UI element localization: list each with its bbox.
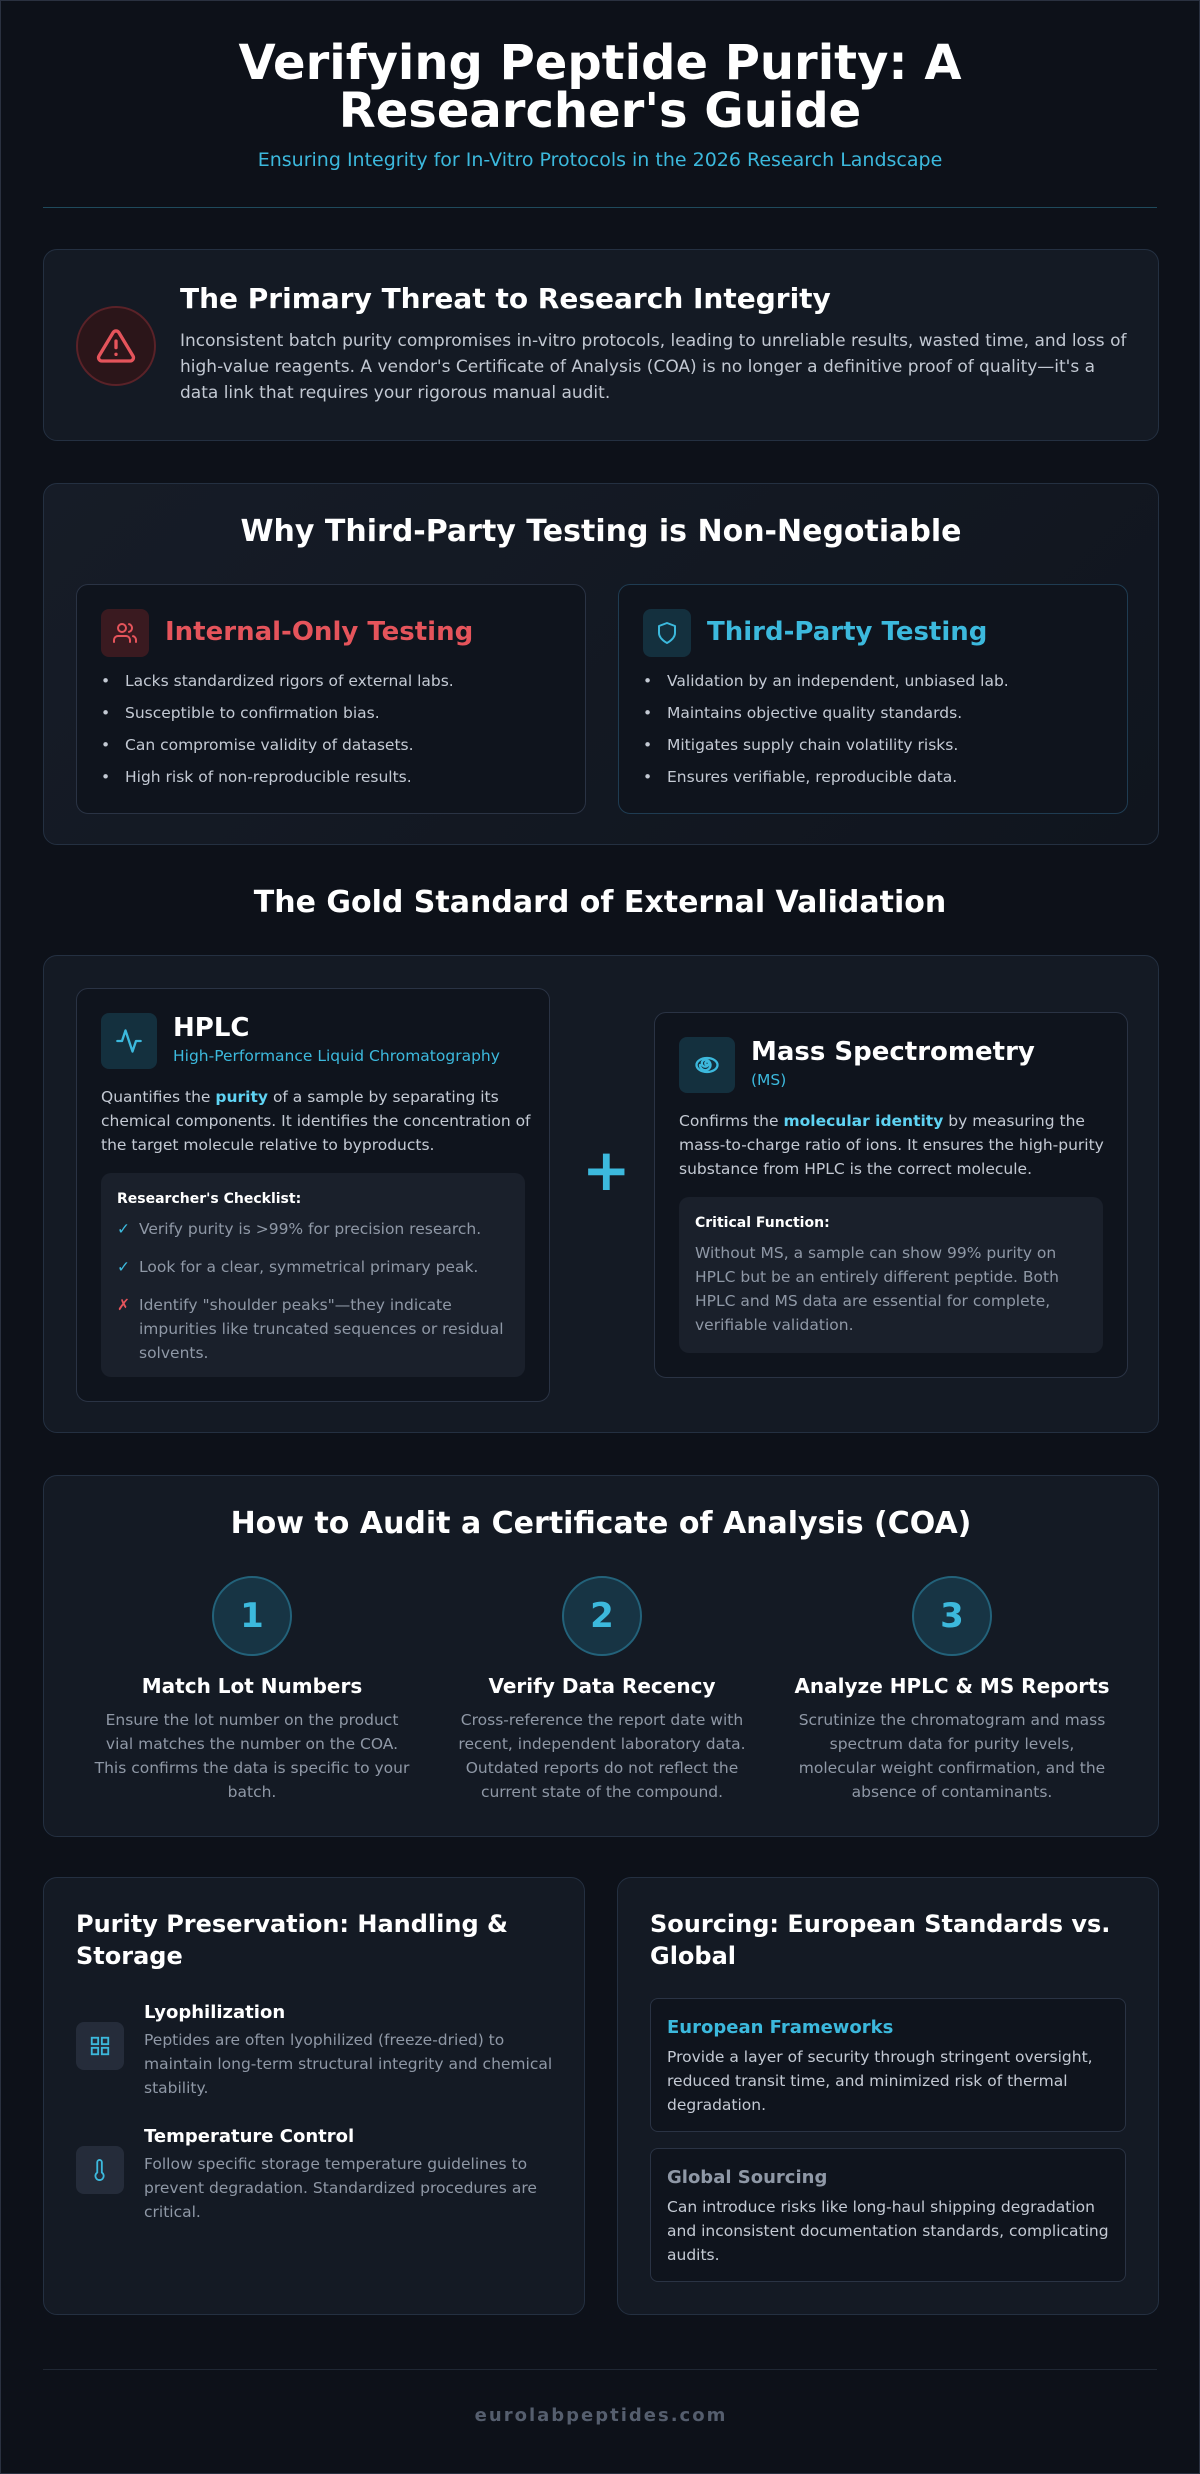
checklist-title: Researcher's Checklist: bbox=[117, 1191, 302, 1207]
validation-title: The Gold Standard of External Validation bbox=[253, 885, 947, 920]
users-icon bbox=[101, 609, 149, 657]
european-frameworks-description: Provide a layer of security through stringent oversight, reduced transit time, and minimized risk of thermal degradation. bbox=[667, 2048, 1093, 2114]
comparison-title: Why Third-Party Testing is Non-Negotiable bbox=[240, 514, 962, 549]
storage-item-title: Temperature Control bbox=[144, 2126, 355, 2147]
storage-card bbox=[43, 1877, 585, 2315]
hplc-highlight: purity bbox=[215, 1088, 269, 1106]
step-number: 2 bbox=[562, 1576, 642, 1656]
step-description: Ensure the lot number on the product vial matches the number on the COA. This confirms the data is specific to your batch. bbox=[94, 1711, 410, 1801]
critical-function-text: Without MS, a sample can show 99% purity on HPLC but be an entirely different peptide. Both HPLC and MS data are essential for complete, verifiable validation. bbox=[695, 1244, 1059, 1334]
cross-icon: ✗ bbox=[117, 1296, 130, 1314]
warning-triangle-icon bbox=[76, 306, 156, 386]
step-title: Match Lot Numbers bbox=[141, 1674, 363, 1698]
global-sourcing-box bbox=[650, 2148, 1126, 2282]
grid-icon bbox=[76, 2022, 124, 2070]
third-party-testing-title: Third-Party Testing bbox=[707, 617, 988, 647]
list-item: • Ensures verifiable, reproducible data. bbox=[643, 761, 1113, 793]
ms-title: Mass Spectrometry bbox=[751, 1037, 1035, 1067]
list-item: • Can compromise validity of datasets. bbox=[101, 729, 571, 761]
audit-title: How to Audit a Certificate of Analysis (COA) bbox=[230, 1506, 972, 1541]
checklist-item: ✓ Verify purity is >99% for precision research. bbox=[117, 1217, 512, 1241]
ms-highlight: molecular identity bbox=[783, 1112, 944, 1130]
sourcing-title: Sourcing: European Standards vs. Global bbox=[650, 1910, 1111, 1970]
step-description: Scrutinize the chromatogram and mass spectrum data for purity levels, molecular weight confirmation, and the absence of contaminants. bbox=[798, 1711, 1106, 1801]
page-title: Verifying Peptide Purity: A Researcher's Guide bbox=[238, 35, 962, 139]
hplc-description: Quantifies the purity of a sample by separating its chemical components. It identifies the concentration of the target molecule relative to byproducts. bbox=[101, 1088, 531, 1154]
step-description: Cross-reference the report date with recent, independent laboratory data. Outdated reports do not reflect the current state of the compound. bbox=[458, 1711, 746, 1801]
page-subtitle: Ensuring Integrity for In-Vitro Protocols in the 2026 Research Landscape bbox=[257, 149, 943, 171]
footer-divider bbox=[43, 2369, 1157, 2370]
threat-card bbox=[43, 249, 1159, 441]
list-item: • High risk of non-reproducible results. bbox=[101, 761, 571, 793]
comparison-card bbox=[43, 483, 1159, 845]
hplc-card bbox=[76, 988, 550, 1402]
european-frameworks-box bbox=[650, 1998, 1126, 2132]
list-item: • Mitigates supply chain volatility risks. bbox=[643, 729, 1113, 761]
sourcing-card bbox=[617, 1877, 1159, 2315]
european-frameworks-title: European Frameworks bbox=[667, 2017, 894, 2038]
hplc-title: HPLC bbox=[173, 1013, 250, 1043]
header bbox=[1, 1, 1199, 171]
list-item: • Lacks standardized rigors of external labs. bbox=[101, 665, 571, 697]
hplc-subtitle: High-Performance Liquid Chromatography bbox=[173, 1047, 500, 1065]
critical-function-title: Critical Function: bbox=[695, 1215, 830, 1231]
internal-testing-title: Internal-Only Testing bbox=[165, 617, 474, 647]
validation-card bbox=[43, 955, 1159, 1433]
audit-card bbox=[43, 1475, 1159, 1837]
check-icon: ✓ bbox=[117, 1258, 130, 1276]
checklist-item: ✗ Identify "shoulder peaks"—they indicate impurities like truncated sequences or residual solvents. bbox=[117, 1293, 512, 1365]
thermometer-icon bbox=[76, 2146, 124, 2194]
list-item: • Validation by an independent, unbiased lab. bbox=[643, 665, 1113, 697]
third-party-testing-card bbox=[618, 584, 1128, 814]
third-party-testing-list bbox=[643, 665, 1113, 793]
ms-description: Confirms the molecular identity by measuring the mass-to-charge ratio of ions. It ensures the high-purity substance from HPLC is the correct molecule. bbox=[679, 1112, 1104, 1178]
checklist-box bbox=[101, 1173, 525, 1377]
list-item: • Susceptible to confirmation bias. bbox=[101, 697, 571, 729]
storage-title: Purity Preservation: Handling & Storage bbox=[76, 1910, 508, 1970]
internal-testing-list bbox=[101, 665, 571, 793]
checklist-item: ✓ Look for a clear, symmetrical primary peak. bbox=[117, 1255, 512, 1279]
global-sourcing-description: Can introduce risks like long-haul shipping degradation and inconsistent documentation standards, complicating audits. bbox=[667, 2198, 1109, 2264]
storage-item-title: Lyophilization bbox=[144, 2002, 286, 2023]
step-title: Analyze HPLC & MS Reports bbox=[794, 1674, 1110, 1698]
footer-domain: eurolabpeptides.com bbox=[474, 2405, 728, 2426]
threat-text: Inconsistent batch purity compromises in-vitro protocols, leading to unreliable results, wasted time, and loss of high-value reagents. A vendor's Certificate of Analysis (COA) is no longer a definitive proof of quality—it's a data link that requires your rigorous manual audit. bbox=[180, 331, 1127, 403]
step-number: 3 bbox=[912, 1576, 992, 1656]
shield-icon bbox=[643, 609, 691, 657]
global-sourcing-title: Global Sourcing bbox=[667, 2167, 828, 2188]
pulse-icon bbox=[101, 1013, 157, 1069]
check-icon: ✓ bbox=[117, 1220, 130, 1238]
internal-testing-card bbox=[76, 584, 586, 814]
ms-card bbox=[654, 1012, 1128, 1378]
list-item: • Maintains objective quality standards. bbox=[643, 697, 1113, 729]
storage-item-description: Peptides are often lyophilized (freeze-dried) to maintain long-term structural integrity and chemical stability. bbox=[144, 2031, 553, 2097]
step-number: 1 bbox=[212, 1576, 292, 1656]
spiral-icon bbox=[679, 1037, 735, 1093]
plus-sign: + bbox=[582, 1136, 631, 1204]
step-title: Verify Data Recency bbox=[488, 1674, 716, 1698]
threat-title: The Primary Threat to Research Integrity bbox=[180, 282, 831, 315]
critical-function-box bbox=[679, 1197, 1103, 1353]
ms-subtitle: (MS) bbox=[751, 1071, 787, 1089]
storage-item-description: Follow specific storage temperature guidelines to prevent degradation. Standardized procedures are critical. bbox=[144, 2155, 537, 2221]
header-divider bbox=[43, 207, 1157, 208]
